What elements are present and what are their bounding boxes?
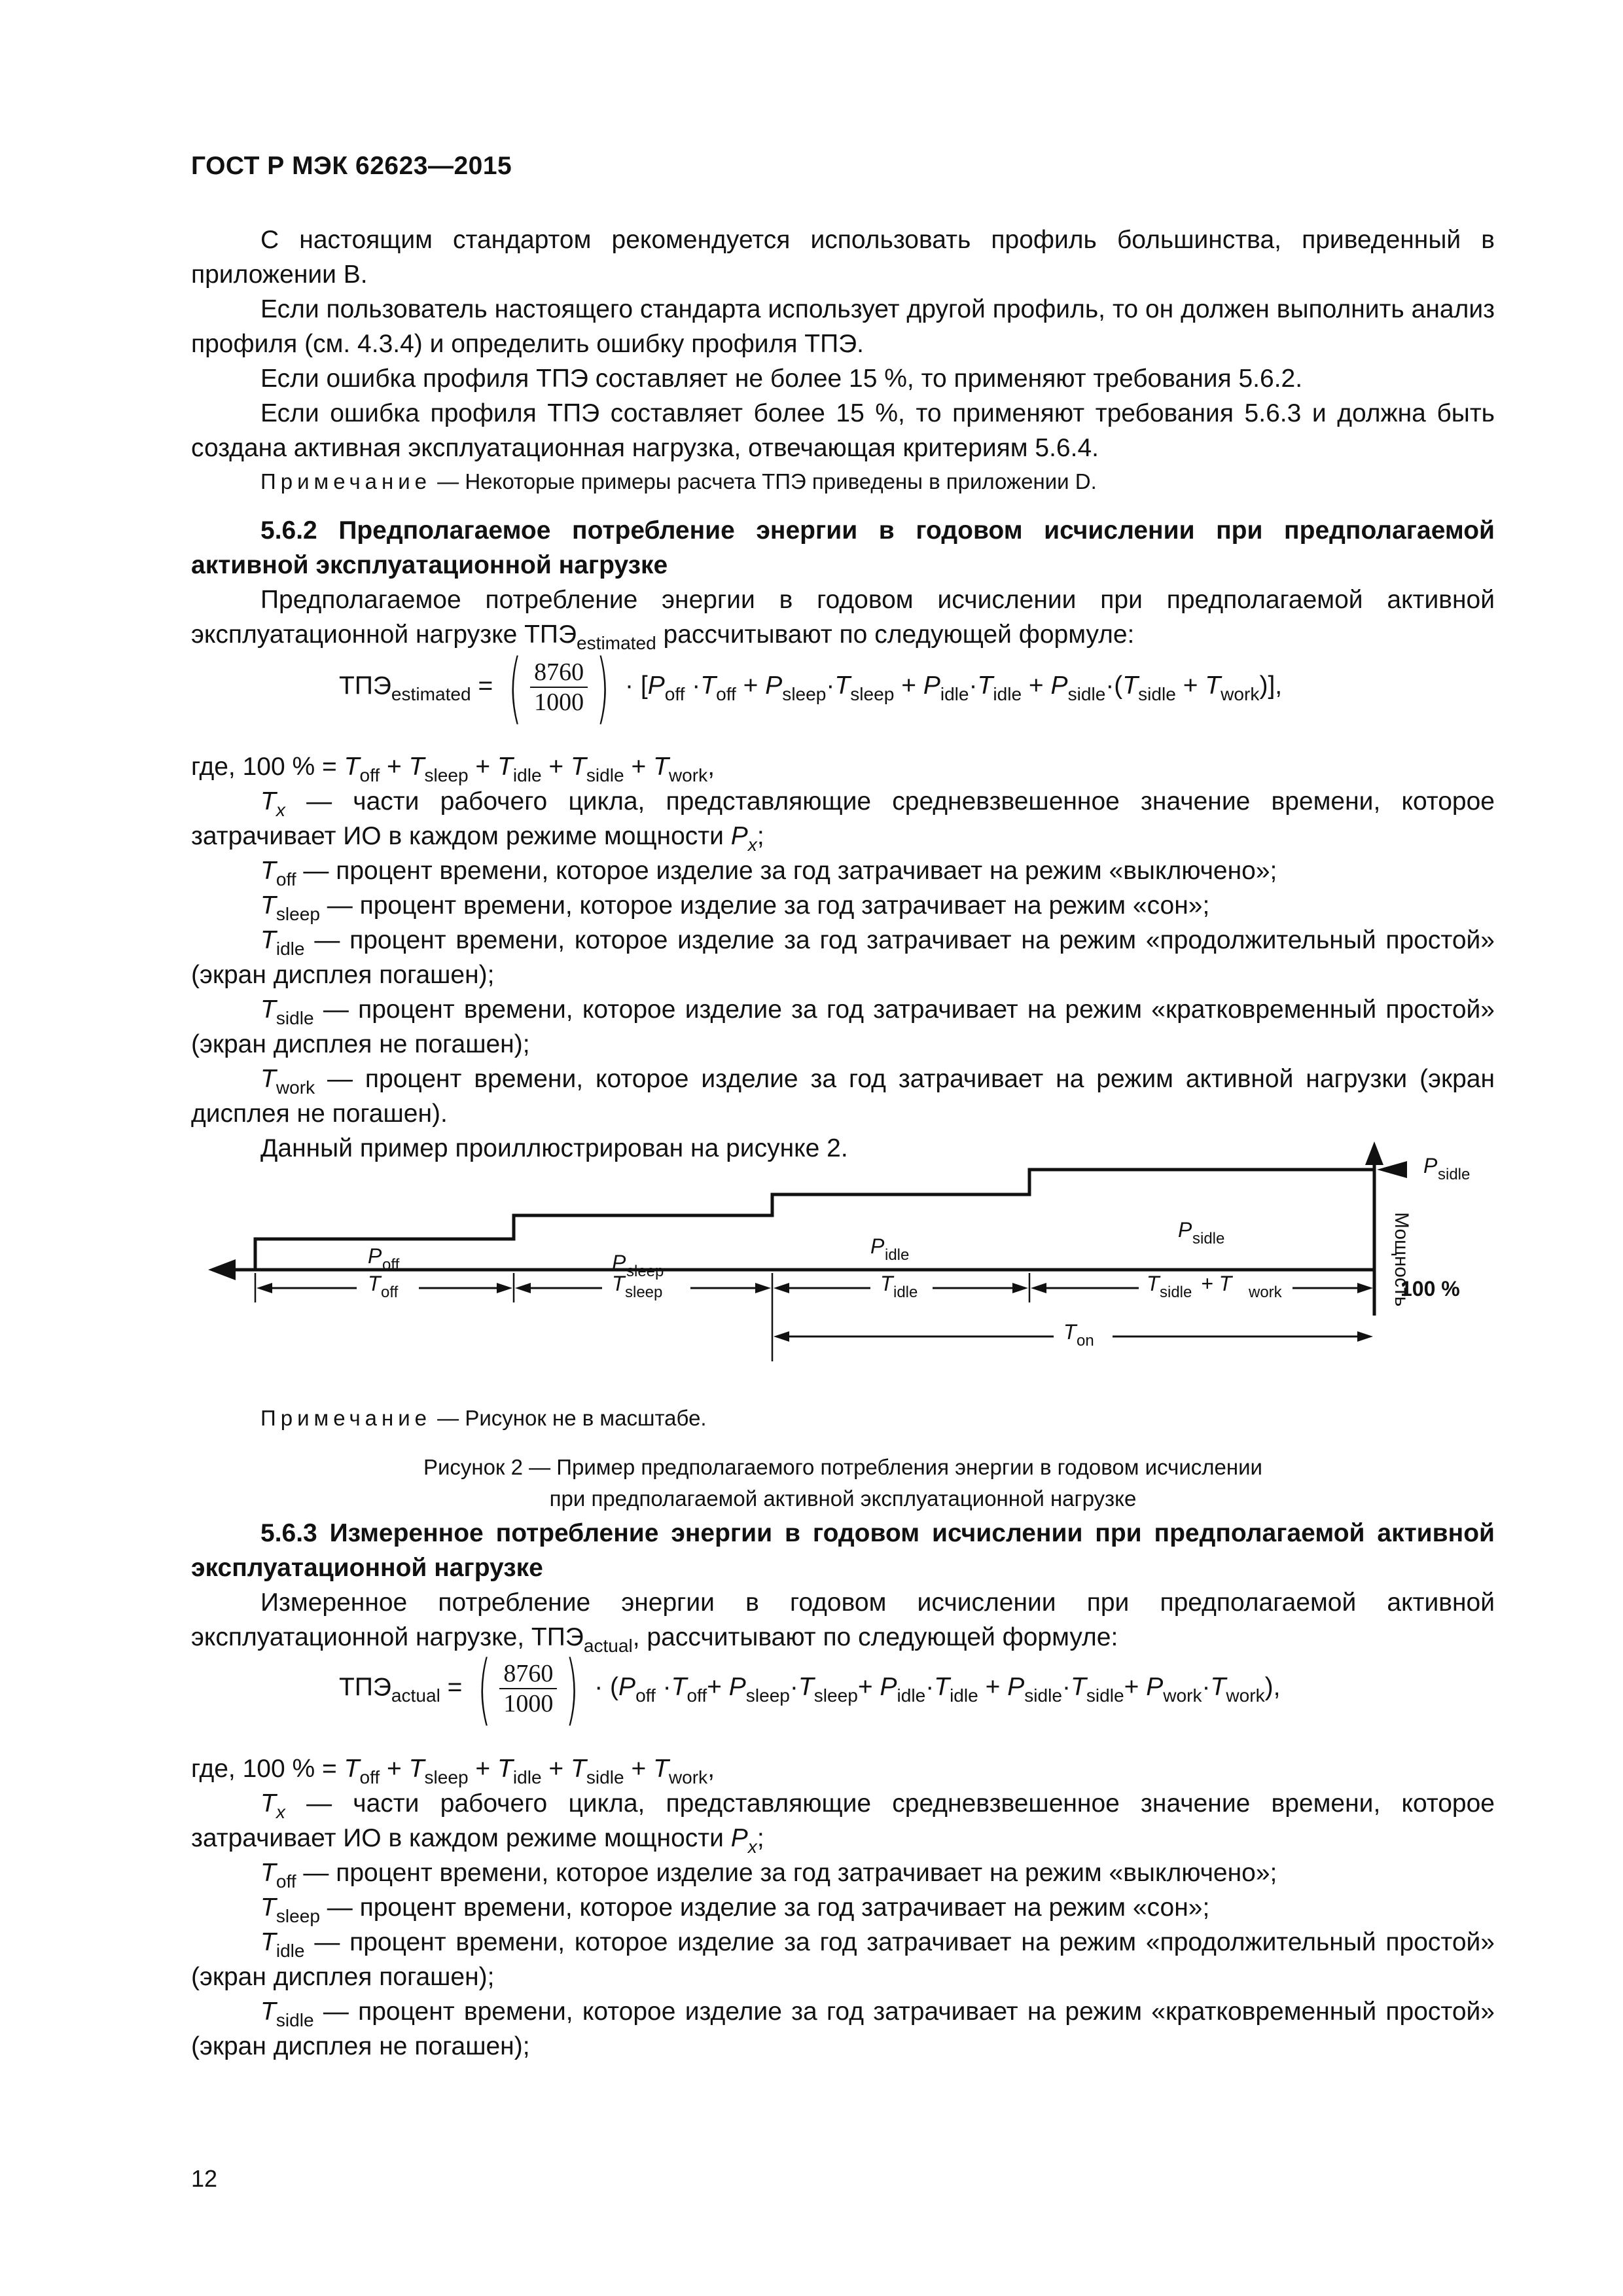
label-p-sidle-sub: sidle <box>1192 1230 1225 1247</box>
definitions-1 <box>191 749 1495 1166</box>
label-p-off-sub: off <box>382 1256 400 1274</box>
def-tx: $T_x$ — части рабочего цикла, представляющие средневзвешенное значение времени, которое затрачивает ИО в каждом режиме мощности $P_x$; <box>191 787 1495 855</box>
intro-note <box>260 469 1097 494</box>
label-t-sidle-sub: sidle <box>1160 1283 1192 1301</box>
figure-caption <box>191 1452 1495 1515</box>
where-line: где, 100 % = $T_{off} + T_{sleep} + T_{idle} + T_{sidle} + T_{work}$, <box>191 753 715 785</box>
section-5-6-2-lead <box>191 583 1495 652</box>
intro-paragraph-1: С настоящим стандартом рекомендуется использовать профиль большинства, приведенный в приложении В. <box>191 226 1495 289</box>
label-t-work: + T <box>1201 1272 1232 1295</box>
fraction-numerator: 8760 <box>530 658 588 688</box>
label-power-axis: Мощность <box>1391 1212 1412 1307</box>
def2-tidle: $T_{idle}$ — процент времени, которое изделие за год затрачивает на режим «продолжительный простой» (экран дисплея погашен); <box>191 1928 1495 1991</box>
section-5-6-3 <box>191 1516 1495 1655</box>
intro-paragraph-3: Если ошибка профиля ТПЭ составляет не более 15 %, то применяют требования 5.6.2. <box>260 365 1303 393</box>
figure-note-label: Примечание <box>260 1406 432 1430</box>
fraction-denominator: 1000 <box>534 689 584 716</box>
figure-note <box>260 1406 707 1431</box>
label-p-sidle: P <box>1178 1218 1192 1242</box>
page-number: 12 <box>191 2165 218 2192</box>
caption-line-1: Рисунок 2 — Пример предполагаемого потребления энергии в годовом исчислении <box>423 1455 1262 1479</box>
intro-paragraph-4: Если ошибка профиля ТПЭ составляет более 15 %, то применяют требования 5.6.3 и должна быть создана активная эксплуатационная нагрузка, отвечающая критериям 5.6.4. <box>191 399 1495 462</box>
def2-tsleep: $T_{sleep}$ — процент времени, которое изделие за год затрачивает на режим «сон»; <box>260 1893 1210 1926</box>
note-text: — Некоторые примеры расчета ТПЭ приведены в приложении D. <box>431 469 1097 493</box>
formula-estimated: $ТПЭ_{estimated}$ = ( $\frac{8760}{1000}$ ) · $[P_{off} \cdot T_{off} + P_{sleep}\cdot T_{sleep} + P_{idle}\cdot T_{idle} + P_{sidle}\cdot(T_{sidle} + T_{work})]$, <box>339 642 1283 732</box>
formula-lhs: ТПЭ <box>339 672 391 700</box>
fraction <box>530 658 588 717</box>
label-t-idle: T <box>880 1272 893 1295</box>
formula2-lhs: ТПЭ <box>339 1673 391 1702</box>
def-toff: $T_{off}$ — процент времени, которое изделие за год затрачивает на режим «выключено»; <box>260 857 1277 889</box>
intro-block <box>191 223 1495 465</box>
label-t-off: T <box>368 1272 381 1295</box>
def-tidle: $T_{idle}$ — процент времени, которое изделие за год затрачивает на режим «продолжительный простой» (экран дисплея погашен); <box>191 926 1495 989</box>
def-tsidle: $T_{sidle}$ — процент времени, которое изделие за год затрачивает на режим «кратковременный простой» (экран дисплея не погашен); <box>191 996 1495 1058</box>
standard-header: ГОСТ Р МЭК 62623—2015 <box>191 152 512 180</box>
label-t-on-sub: on <box>1077 1332 1094 1350</box>
figure-note-text: — Рисунок не в масштабе. <box>431 1406 707 1430</box>
lead-tail: рассчитывают по следующей формуле: <box>656 620 1135 649</box>
label-t-sleep: T <box>612 1272 625 1295</box>
formula-actual: $ТПЭ_{actual}$ = ( $\frac{8760}{1000}$ ) · $(P_{off} \cdot T_{off}+ P_{sleep}\cdot T_{sleep}+ P_{idle}\cdot T_{idle} + P_{sidle}\cdot T_{sidle}+ P_{work}\cdot T_{work})$, <box>339 1643 1281 1734</box>
section-5-6-3-heading: 5.6.3 Измеренное потребление энергии в годовом исчислении при предполагаемой активной эксплуатационной нагрузке <box>191 1519 1495 1582</box>
label-t-sleep-sub: sleep <box>625 1283 663 1301</box>
formula-lhs-sub: estimated <box>391 684 471 705</box>
label-t-on: T <box>1063 1320 1077 1344</box>
formula2-lhs-sub: actual <box>391 1685 440 1706</box>
label-t-work-sub: work <box>1249 1283 1282 1301</box>
label-t-sidle: T <box>1147 1272 1160 1295</box>
label-p-off: P <box>368 1244 382 1268</box>
lead-subscript: estimated <box>576 632 656 653</box>
time-axis-arrow <box>208 1259 236 1280</box>
def2-toff: $T_{off}$ — процент времени, которое изделие за год затрачивает на режим «выключено»; <box>260 1859 1277 1892</box>
section-5-6-2 <box>191 513 1495 652</box>
lead-text: Предполагаемое потребление энергии в годовом исчислении при предполагаемой активной эксплуатационной нагрузке ТПЭ <box>191 586 1495 649</box>
example-line: Данный пример проиллюстрирован на рисунке 2. <box>260 1134 848 1162</box>
def2-tsidle: $T_{sidle}$ — процент времени, которое изделие за год затрачивает на режим «кратковременный простой» (экран дисплея не погашен); <box>191 1998 1495 2060</box>
section-5-6-3-lead: Измеренное потребление энергии в годовом исчислении при предполагаемой активной эксплуатационной нагрузке, $ТПЭ_{actual}$, рассчитывают по следующей формуле: <box>191 1588 1495 1656</box>
power-profile-line <box>255 1170 1374 1270</box>
fraction-2: $\frac{8760}{1000}$ <box>499 1659 557 1718</box>
label-p-sidle-axis-sub: sidle <box>1438 1166 1471 1183</box>
label-p-idle-sub: idle <box>885 1246 910 1264</box>
label-total: 100 % <box>1400 1277 1460 1300</box>
definitions-2 <box>191 1751 1495 2064</box>
def-tsleep: $T_{sleep}$ — процент времени, которое изделие за год затрачивает на режим «сон»; <box>260 891 1210 924</box>
note-label: Примечание <box>260 469 432 493</box>
power-axis-arrow <box>1365 1141 1383 1165</box>
label-p-idle: P <box>870 1234 885 1258</box>
def2-tx: $T_x$ — части рабочего цикла, представляющие средневзвешенное значение времени, которое затрачивает ИО в каждом режиме мощности $P_x$; <box>191 1789 1495 1857</box>
label-t-off-sub: off <box>381 1283 399 1301</box>
label-p-sleep-sub: sleep <box>626 1263 664 1280</box>
label-p-sidle-axis: P <box>1423 1154 1438 1177</box>
figure-2-diagram <box>0 1139 1623 1414</box>
label-t-idle-sub: idle <box>893 1283 918 1301</box>
caption-line-2: при предполагаемой активной эксплуатационной нагрузке <box>549 1486 1137 1511</box>
def-twork: $T_{work}$ — процент времени, которое изделие за год затрачивает на режим активной нагрузки (экран дисплея не погашен). <box>191 1065 1495 1128</box>
label-p-sleep: P <box>612 1251 626 1274</box>
section-5-6-2-heading: 5.6.2 Предполагаемое потребление энергии в годовом исчислении при предполагаемой активной эксплуатационной нагрузке <box>191 516 1495 579</box>
intro-paragraph-2: Если пользователь настоящего стандарта использует другой профиль, то он должен выполнить анализ профиля (см. 4.3.4) и определить ошибку профиля ТПЭ. <box>191 295 1495 358</box>
where-line-2: где, 100 % = $T_{off} + T_{sleep} + T_{idle} + T_{sidle} + T_{work}$, <box>191 1755 715 1787</box>
